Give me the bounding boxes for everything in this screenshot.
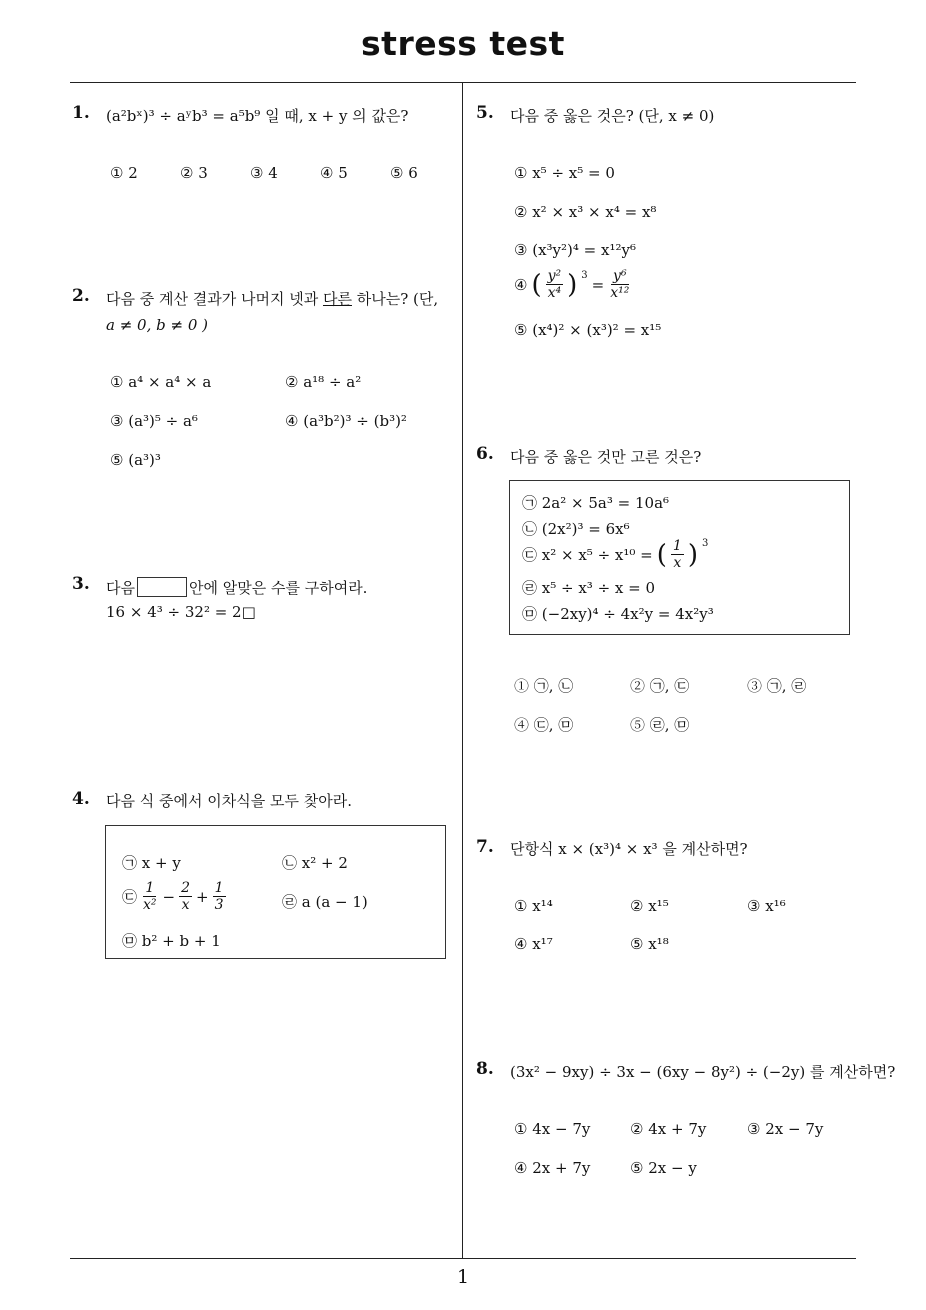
q1-choice-4[interactable]: ④ 5 xyxy=(320,164,348,182)
frac-denominator: x² xyxy=(143,897,157,913)
q8-choice-2[interactable]: ② 4x + 7y xyxy=(630,1120,707,1138)
q7-text: 단항식 x × (x³)⁴ × x³ 을 계산하면? xyxy=(510,840,748,858)
q5-choice-4-frac-right xyxy=(608,268,631,301)
q5-choice-3[interactable]: ③ (x³y²)⁴ = x¹²y⁶ xyxy=(514,241,636,259)
q8-choice-1[interactable]: ① 4x − 7y xyxy=(514,1120,591,1138)
bottom-rule xyxy=(70,1258,856,1259)
q6-item-c xyxy=(522,538,708,571)
q2-choice-2[interactable]: ② a¹⁸ ÷ a² xyxy=(285,373,362,391)
paren-close: ) xyxy=(567,269,578,300)
q8-choice-5[interactable]: ⑤ 2x − y xyxy=(630,1159,697,1177)
page-number: 1 xyxy=(456,1266,470,1288)
page-title: stress test xyxy=(361,24,565,63)
frac-denominator: x⁴ xyxy=(547,285,562,301)
q7-choice-1[interactable]: ① x¹⁴ xyxy=(514,897,553,915)
q6-item-b: ㉡ (2x²)³ = 6x⁶ xyxy=(522,520,630,538)
q4-item-c-frac-1 xyxy=(141,880,159,913)
q6-item-d: ㉣ x⁵ ÷ x³ ÷ x = 0 xyxy=(522,579,656,597)
q4-item-c-op-2: + xyxy=(196,887,209,906)
q3-text-a: 다음 xyxy=(106,579,135,597)
frac-numerator: 1 xyxy=(672,538,682,554)
paren-open: ( xyxy=(656,539,667,570)
q1-choice-2[interactable]: ② 3 xyxy=(180,164,208,182)
q3-text-b: 안에 알맞은 수를 구하여라. xyxy=(188,579,368,597)
q1-text: (a²bˣ)³ ÷ aʸb³ = a⁵b⁹ 일 때, x + y 의 값은? xyxy=(106,107,409,125)
q8-text: (3x² − 9xy) ÷ 3x − (6xy − 8y²) ÷ (−2y) 를 계산하면? xyxy=(510,1063,896,1081)
q4-item-c xyxy=(122,880,226,913)
q4-item-c-op-1: − xyxy=(162,887,176,906)
q2-number: 2. xyxy=(72,286,90,306)
q4-item-d: ㉣ a (a − 1) xyxy=(282,893,368,911)
q8-number: 8. xyxy=(476,1059,494,1079)
q6-choice-1[interactable]: ① ㉠, ㉡ xyxy=(514,677,574,695)
q4-item-a: ㉠ x + y xyxy=(122,854,181,872)
q7-choice-4[interactable]: ④ x¹⁷ xyxy=(514,935,553,953)
column-divider xyxy=(462,83,463,1259)
q6-item-a: ㉠ 2a² × 5a³ = 10a⁶ xyxy=(522,494,670,512)
q6-choice-3[interactable]: ③ ㉠, ㉣ xyxy=(747,677,807,695)
q4-item-c-label: ㉢ xyxy=(122,888,138,906)
q7-choice-2[interactable]: ② x¹⁵ xyxy=(630,897,669,915)
q5-choice-2[interactable]: ② x² × x³ × x⁴ = x⁸ xyxy=(514,203,657,221)
frac-denominator: x xyxy=(181,897,190,913)
q6-item-c-frac xyxy=(671,538,684,571)
q6-text: 다음 중 옳은 것만 고른 것은? xyxy=(510,448,702,466)
q4-number: 4. xyxy=(72,789,90,809)
frac-denominator: x xyxy=(673,555,682,571)
q2-choice-4[interactable]: ④ (a³b²)³ ÷ (b³)² xyxy=(285,412,407,430)
q2-choice-1[interactable]: ① a⁴ × a⁴ × a xyxy=(110,373,212,391)
q2-text xyxy=(106,288,438,309)
q5-text: 다음 중 옳은 것은? (단, x ≠ 0) xyxy=(510,107,715,125)
frac-numerator: 1 xyxy=(214,880,224,896)
q5-choice-1[interactable]: ① x⁵ ÷ x⁵ = 0 xyxy=(514,164,615,182)
q5-choice-4-equals: = xyxy=(591,275,605,294)
q8-choice-4[interactable]: ④ 2x + 7y xyxy=(514,1159,591,1177)
q1-choice-5[interactable]: ⑤ 6 xyxy=(390,164,418,182)
frac-denominator: x¹² xyxy=(610,285,630,301)
q5-choice-4[interactable] xyxy=(514,268,631,301)
q1-choice-1[interactable]: ① 2 xyxy=(110,164,138,182)
q2-condition: a ≠ 0, b ≠ 0 ) xyxy=(106,316,208,334)
q2-text-a: 다음 중 계산 결과가 나머지 넷과 xyxy=(106,290,323,308)
frac-numerator: y² xyxy=(547,268,562,284)
q5-choice-4-label: ④ xyxy=(514,275,528,294)
q5-number: 5. xyxy=(476,103,494,123)
q4-item-b: ㉡ x² + 2 xyxy=(282,854,348,872)
q3-answer-blank[interactable] xyxy=(137,577,187,597)
q1-number: 1. xyxy=(72,103,90,123)
q6-item-e: ㉤ (−2xy)⁴ ÷ 4x²y = 4x²y³ xyxy=(522,605,714,623)
q7-number: 7. xyxy=(476,837,494,857)
q6-number: 6. xyxy=(476,444,494,464)
q3-expression: 16 × 4³ ÷ 32² = 2□ xyxy=(106,603,256,621)
q5-choice-4-power: 3 xyxy=(581,270,588,281)
top-rule xyxy=(70,82,856,83)
q1-choice-3[interactable]: ③ 4 xyxy=(250,164,278,182)
paren-open: ( xyxy=(531,269,542,300)
q6-item-c-power: 3 xyxy=(701,538,709,549)
q4-item-e: ㉤ b² + b + 1 xyxy=(122,932,221,950)
q2-text-b: 하나는? (단, xyxy=(351,290,439,308)
q3-number: 3. xyxy=(72,574,90,594)
q5-choice-4-frac-left xyxy=(546,268,564,301)
q4-item-c-frac-2 xyxy=(179,880,192,913)
q2-choice-5[interactable]: ⑤ (a³)³ xyxy=(110,451,161,469)
q6-choice-4[interactable]: ④ ㉢, ㉤ xyxy=(514,716,574,734)
q2-choice-3[interactable]: ③ (a³)⁵ ÷ a⁶ xyxy=(110,412,198,430)
q3-text xyxy=(106,577,367,598)
q7-choice-5[interactable]: ⑤ x¹⁸ xyxy=(630,935,669,953)
q6-item-c-label: ㉢ x² × x⁵ ÷ x¹⁰ = xyxy=(522,546,653,564)
q4-item-c-frac-3 xyxy=(213,880,226,913)
frac-numerator: 2 xyxy=(181,880,191,896)
frac-numerator: 1 xyxy=(145,880,155,896)
q6-choice-2[interactable]: ② ㉠, ㉢ xyxy=(630,677,690,695)
frac-denominator: 3 xyxy=(214,897,224,913)
q4-text: 다음 식 중에서 이차식을 모두 찾아라. xyxy=(106,792,352,810)
paren-close: ) xyxy=(687,539,698,570)
q6-choice-5[interactable]: ⑤ ㉣, ㉤ xyxy=(630,716,690,734)
q2-text-underlined: 다른 xyxy=(322,290,352,308)
q5-choice-5[interactable]: ⑤ (x⁴)² × (x³)² = x¹⁵ xyxy=(514,321,662,339)
q7-choice-3[interactable]: ③ x¹⁶ xyxy=(747,897,786,915)
frac-numerator: y⁶ xyxy=(613,268,627,284)
q8-choice-3[interactable]: ③ 2x − 7y xyxy=(747,1120,824,1138)
